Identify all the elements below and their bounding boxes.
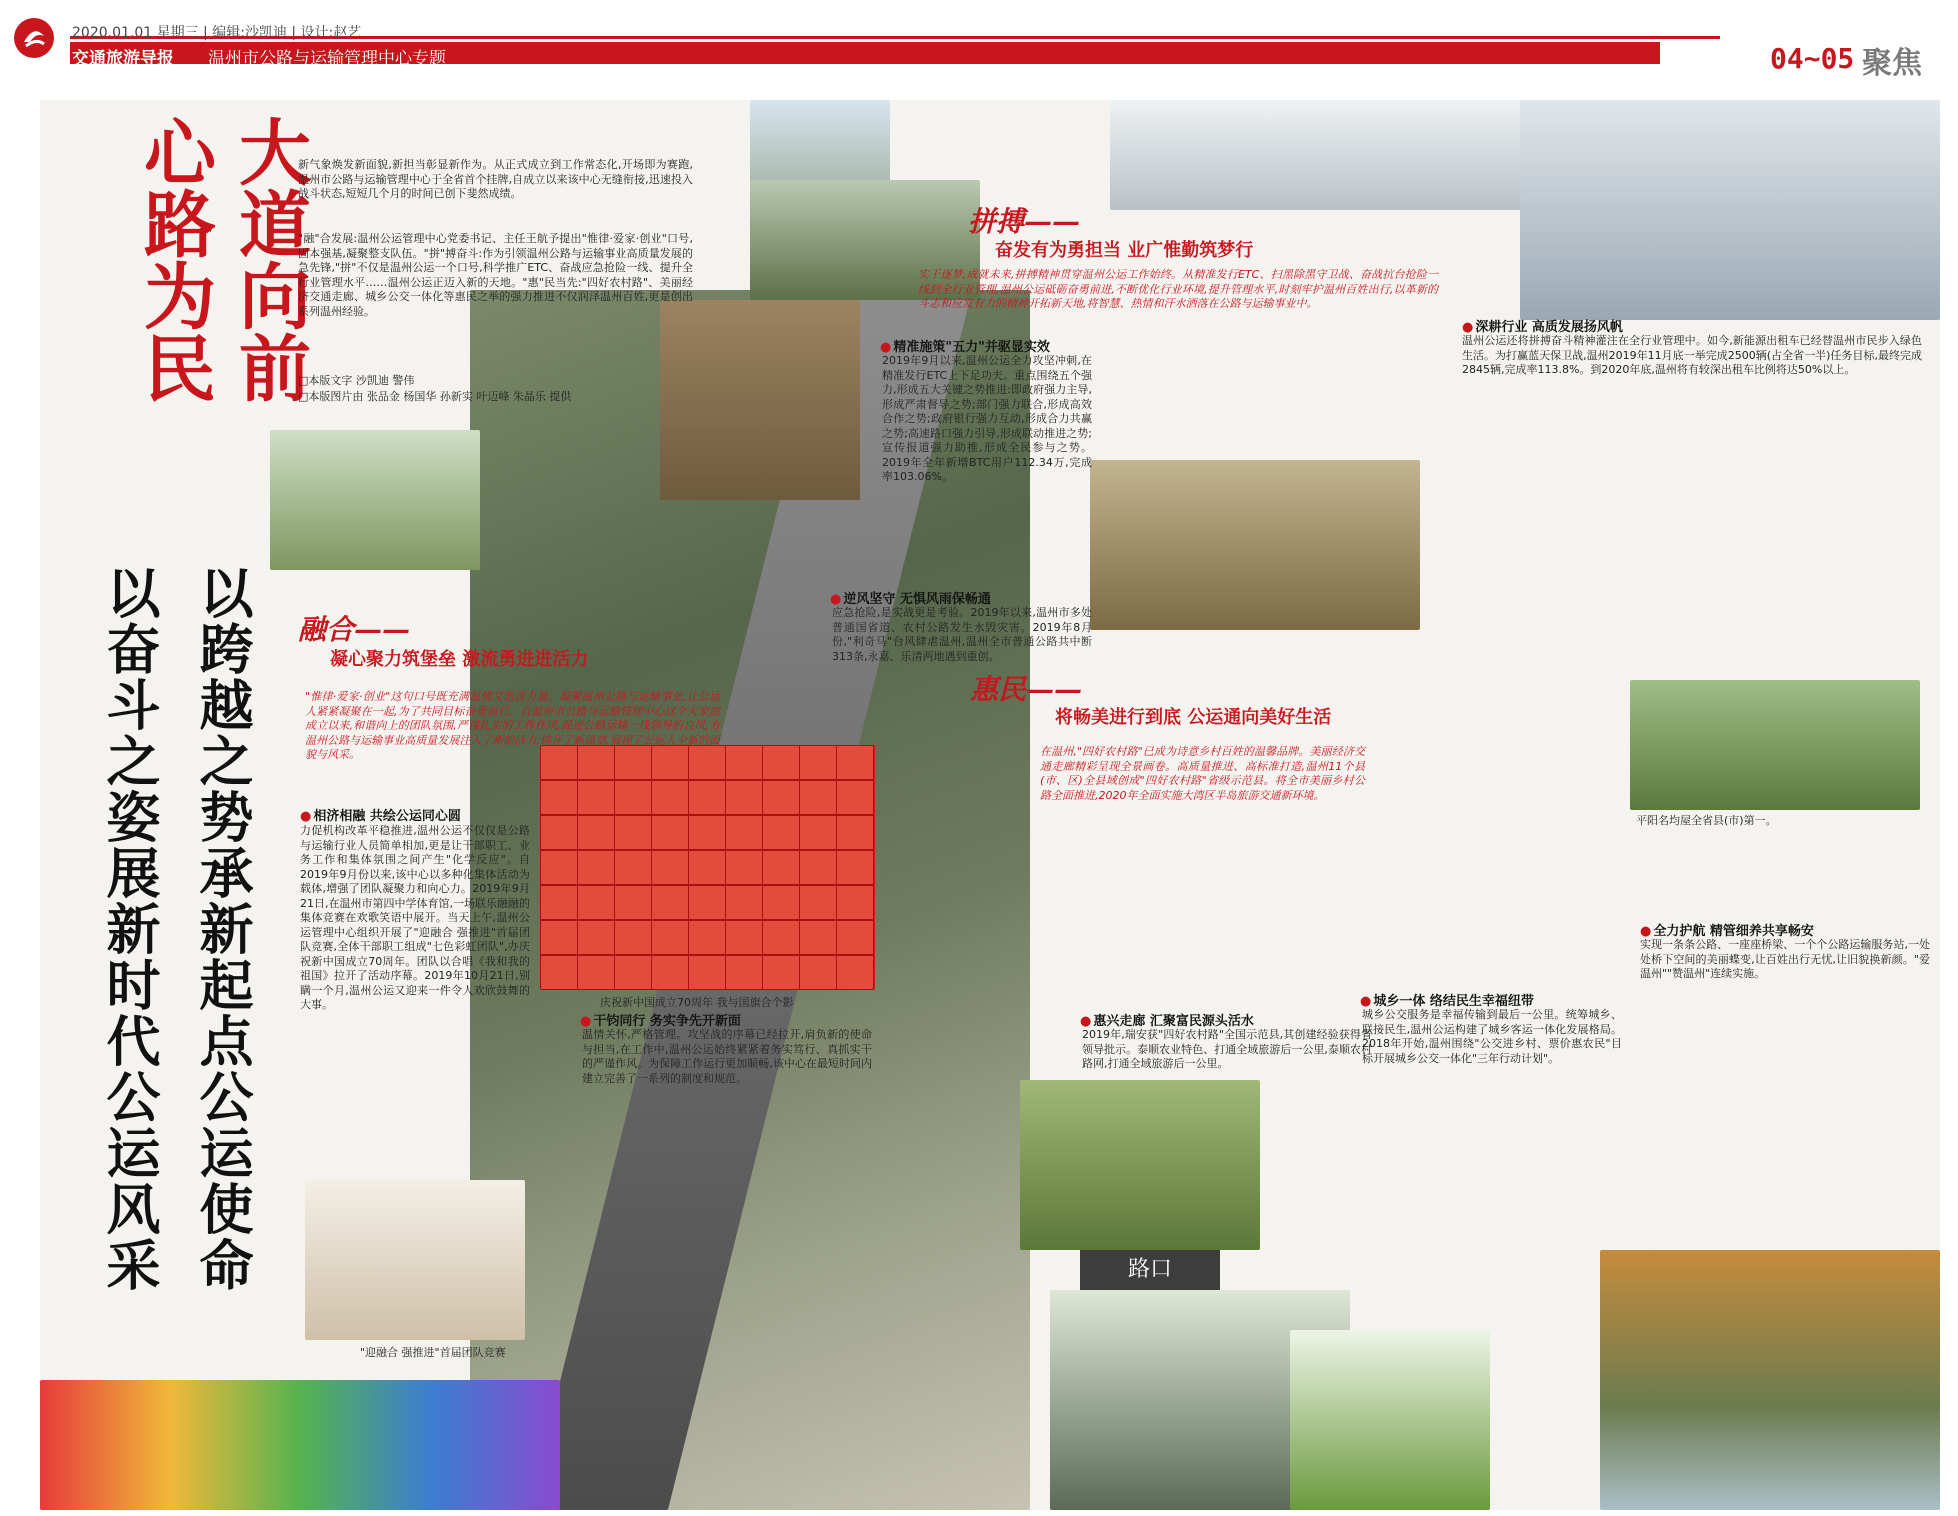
intro-paragraph-1: 新气象焕发新面貌,新担当彰显新作为。从正式成立到工作常态化,开场即为赛跑,温州市公路与运输管理中心于全省首个挂牌,自成立以来该中心无缝衔接,迅速投入战斗状态,短短几个月的时间已创下斐然成绩。 bbox=[298, 158, 693, 200]
flag-selfie-tile bbox=[651, 885, 689, 920]
electric-cars-photo bbox=[1110, 100, 1530, 210]
special-topic: 温州市公路与运输管理中心专题 bbox=[208, 49, 446, 69]
flag-selfie-tile bbox=[688, 850, 726, 885]
flag-selfie-tile bbox=[540, 955, 578, 990]
flag-selfie-tile bbox=[651, 955, 689, 990]
headline-line1: 心路为民 bbox=[132, 115, 217, 403]
strive-text-3: 温州公运还将拼搏奋斗精神灌注在全行业管理中。如今,新能源出租车已经替温州市民步入绿色生活。为打赢蓝天保卫战,温州2019年11月底一举完成2500辆(占全省一半)任务目标,最终完成2845辆,完成率113.8%。到2020年底,温州将有较深出租车比例将达50%以上。 bbox=[1462, 334, 1922, 376]
benefit-text-1: 温情关怀,严格管理。攻坚战的序幕已经拉开,肩负新的使命与担当,在工作中,温州公运始终紧紧着务实笃行、真抓实干的严谨作风。为保障工作运行更加顺畅,该中心在最短时间内建立完善了一系列的制度和规范。 bbox=[582, 1028, 872, 1085]
flag-selfie-tile bbox=[651, 815, 689, 850]
flag-selfie-tile bbox=[577, 885, 615, 920]
benefit-lead: 在温州,"四好农村路"已成为诗意乡村百姓的温馨品牌。美丽经济交通走廊精彩呈现全景画卷。高质量推进、高标准打造,温州11个县(市、区)全县域创成"四好农村路"省级示范县。将全市美丽乡村公路全面推进,2020年全面实施大湾区半岛旅游交通新环境。 bbox=[1040, 745, 1365, 802]
flag-selfie-tile bbox=[799, 780, 837, 815]
flag-selfie-tile bbox=[688, 920, 726, 955]
fusion-tagline: 凝心聚力筑堡垒 激流勇进进活力 bbox=[330, 649, 589, 670]
flag-selfie-tile bbox=[688, 885, 726, 920]
benefit-heading-4: ● 全力护航 精管细养共享畅安 bbox=[1640, 920, 1814, 939]
page-header bbox=[0, 0, 1958, 81]
river-valley-photo bbox=[1600, 1250, 1940, 1510]
flag-selfie-tile bbox=[577, 920, 615, 955]
flag-selfie-tile bbox=[614, 955, 652, 990]
fusion-heading-1: ● 相济相融 共绘公运同心圆 bbox=[300, 805, 461, 824]
strive-heading-2: ● 逆风坚守 无惧风雨保畅通 bbox=[830, 588, 991, 607]
flag-selfie-tile bbox=[799, 745, 837, 780]
flag-selfie-tile bbox=[762, 955, 800, 990]
flag-selfie-tile bbox=[725, 955, 763, 990]
flag-selfie-tile bbox=[725, 850, 763, 885]
flag-selfie-tile bbox=[762, 745, 800, 780]
flag-selfie-tile bbox=[577, 955, 615, 990]
fusion-text-1: 力促机构改革平稳推进,温州公运不仅仅是公路与运输行业人员简单相加,更是让干部职工、业务工作和集体氛围之间产生"化学反应"。自2019年9月份以来,该中心以多种化集体活动为载体,增强了团队凝聚力和向心力。2019年9月21日,在温州市第四中学体育馆,一场联乐融融的集体竞赛在欢歌笑语中展开。当天上午,温州公运管理中心组织开展了"迎融合 强推进"首届团队竞赛,全体干部职工组成"七色彩虹团队",办庆祝新中国成立70周年。团队以合唱《我和我的祖国》拉开了活动序幕。2019年10月21日,别瞒一个月,温州公运又迎来一件令人欢欣鼓舞的大事。 bbox=[300, 824, 530, 1011]
bridge-photo-caption: 平阳名均屋全省县(市)第一。 bbox=[1636, 814, 1777, 827]
text-credit: □本版文字 沙凯迪 警伟 bbox=[298, 374, 415, 387]
benefit-heading-1: ● 干钧同行 务实争先开新面 bbox=[580, 1010, 741, 1029]
flag-selfie-tile bbox=[614, 780, 652, 815]
benefit-heading-2: ● 惠兴走廊 汇聚富民源头活水 bbox=[1080, 1010, 1254, 1029]
flag-selfie-tile bbox=[688, 780, 726, 815]
flag-selfie-tile bbox=[836, 780, 874, 815]
strive-text-1: 2019年9月以来,温州公运全力攻坚冲刺,在精准发行ETC上下足功夫。重点围绕五个强力,形成五大关键之势推进:即政府强力主导,形成严肃督导之势;部门强力联合,形成高效合作之势;政府银行强力互动,形成合力共赢之势;高速路口强力引导,形成联动推进之势;宣传报道强力助推,形成全民参与之势。2019年全年新增BTC用户112.34万,完成率103.06%。 bbox=[882, 354, 1092, 483]
flag-selfie-tile bbox=[725, 780, 763, 815]
flag-selfie-tile bbox=[725, 885, 763, 920]
dateline: 2020.01.01 星期三 | 编辑:沙凯迪 | 设计:赵艺 bbox=[72, 25, 362, 41]
flag-selfie-tile bbox=[651, 780, 689, 815]
strive-heading-3: ● 深耕行业 高质发展扬风帆 bbox=[1462, 316, 1623, 335]
flag-selfie-tile bbox=[799, 850, 837, 885]
flag-selfie-tile bbox=[725, 920, 763, 955]
flag-selfie-tile bbox=[577, 815, 615, 850]
flag-selfie-tile bbox=[614, 850, 652, 885]
flag-selfie-tile bbox=[836, 815, 874, 850]
fusion-tag: 融合—— bbox=[298, 613, 411, 646]
flag-selfie-tile bbox=[799, 815, 837, 850]
team-contest-photo bbox=[305, 1180, 525, 1340]
flag-selfie-tile bbox=[577, 780, 615, 815]
flag-selfie-tile bbox=[651, 920, 689, 955]
flag-selfie-tile bbox=[799, 885, 837, 920]
benefit-text-2: 2019年,瑞安获"四好农村路"全国示范县,其创建经验获得省领导批示。泰顺农业特色、打通全域旅游后一公里,泰顺农村路网,打通全域旅游后一公里。 bbox=[1082, 1028, 1372, 1070]
bridge-aerial-photo bbox=[1630, 680, 1920, 810]
flag-selfie-tile bbox=[836, 955, 874, 990]
flag-selfie-tile bbox=[540, 780, 578, 815]
flag-selfie-tile bbox=[836, 850, 874, 885]
flag-selfie-tile bbox=[688, 815, 726, 850]
green-bus-photo bbox=[1290, 1330, 1490, 1510]
flag-selfie-tile bbox=[651, 850, 689, 885]
flag-selfie-tile bbox=[762, 850, 800, 885]
flag-selfie-tile bbox=[577, 850, 615, 885]
benefit-heading-3: ● 城乡一体 络结民生幸福纽带 bbox=[1360, 990, 1534, 1009]
benefit-tag: 惠民—— bbox=[970, 673, 1083, 706]
flag-selfie-tile bbox=[762, 815, 800, 850]
section-label: 聚焦 bbox=[1862, 46, 1922, 81]
newspaper-brand: 交通旅游导报 bbox=[72, 49, 174, 69]
flag-selfie-tile bbox=[762, 885, 800, 920]
flag-selfie-grid-photo bbox=[540, 745, 875, 990]
flag-selfie-tile bbox=[688, 955, 726, 990]
flag-selfie-tile bbox=[540, 920, 578, 955]
intro-paragraph-2: "融"合发展:温州公运管理中心党委书记、主任王航予提出"惟律·爱家·创业"口号,固本强基,凝聚整支队伍。"拼"搏奋斗:作为引领温州公路与运输事业高质量发展的急先锋,"拼"不仅是温州公运一个口号,科学推广ETC、奋战应急抢险一线、提升全行业管理水平……温州公运正迈入新的天地。"惠"民当先:"四好农村路"、美丽经济交通走廊、城乡公交一体化等惠民之举的强力推进不仅润泽温州百姓,更是创出系列温州经验。 bbox=[298, 232, 693, 318]
flag-selfie-tile bbox=[540, 815, 578, 850]
strive-tagline: 奋发有为勇担当 业广惟勤筑梦行 bbox=[995, 240, 1254, 261]
bus-stop-sign: 路口 bbox=[1080, 1250, 1220, 1290]
flag-selfie-tile bbox=[836, 920, 874, 955]
flag-selfie-tile bbox=[762, 920, 800, 955]
flag-selfie-tile bbox=[725, 815, 763, 850]
strive-tag: 拼搏—— bbox=[968, 205, 1081, 238]
flag-selfie-tile bbox=[762, 780, 800, 815]
rescue-workers-photo bbox=[660, 300, 860, 500]
flag-selfie-tile bbox=[614, 920, 652, 955]
metro-station-photo bbox=[1520, 100, 1940, 320]
subheadline-2: 以奋斗之姿展新时代公运风采 bbox=[98, 565, 162, 1293]
flag-selfie-tile bbox=[836, 745, 874, 780]
flag-photo-caption: 庆祝新中国成立70周年 我与国旗合个影 bbox=[600, 996, 794, 1009]
headline-line2: 大道向前 bbox=[227, 115, 312, 403]
road-rollers-photo bbox=[1090, 460, 1420, 630]
benefit-tagline: 将畅美进行到底 公运通向美好生活 bbox=[1055, 707, 1332, 728]
flag-selfie-tile bbox=[614, 815, 652, 850]
strive-lead: 实干逐梦,成就未来,拼搏精神贯穿温州公运工作始终。从精准发行ETC、扫黑除黑守卫战、奋战抗台抢险一线到全行业管理,温州公运砥砺奋勇前进,不断优化行业环境,提升管理水平,时刻牢护温州百姓出行,以革新的斗志和应发有力的精神开拓新天地,将智慧、热情和汗水洒落在公路与运输事业中。 bbox=[918, 268, 1438, 310]
flag-selfie-tile bbox=[725, 745, 763, 780]
fusion-lead: "惟律·爱家·创业"这句口号既充满温情又饱含力量。凝聚温州公路与运输事业,让公运人紧紧凝聚在一起,为了共同目标奋勇前行。自温州市公路与运输管理中心这个大家庭成立以来,和谐向上的团队氛围,严谨扎实的工作作风,促进公路运输一线领导的良风,方温州公路与运输事业高质量发展注入了新的活力,铸开了新篇章,展现了公运人全新的面貌与风采。 bbox=[305, 690, 720, 761]
benefit-text-3: 城乡公交服务是幸福传输到最后一公里。统筹城乡、联接民生,温州公运构建了城乡客运一体化发展格局。2018年开始,温州围绕"公交进乡村、票价惠农民"目标开展城乡公交一体化"三年行动计划"。 bbox=[1362, 1008, 1622, 1065]
green-hills-photo bbox=[1020, 1080, 1260, 1250]
benefit-text-4: 实现一条条公路、一座座桥梁、一个个公路运输服务站,一处处桥下空间的美丽蝶变,让百姓出行无忧,让旧貌换新颜。"爱温州""赞温州"连续实施。 bbox=[1640, 938, 1930, 980]
strive-text-2: 应急抢险,是实战更是考验。2019年以来,温州市多处普通国省道、农村公路发生水毁灾害。2019年8月份,"利奇马"台风肆虐温州,温州全市普通公路共中断313条,永嘉、乐清两地遇到重创。 bbox=[832, 606, 1092, 663]
flag-selfie-tile bbox=[799, 920, 837, 955]
photo-credit: □本版图片由 张品金 杨国华 孙新实 叶迈峰 朱晶乐 提供 bbox=[298, 390, 572, 403]
strive-heading-1: ● 精准施策"五力"并驱显实效 bbox=[880, 336, 1050, 355]
subheadline-1: 以跨越之势承新起点公运使命 bbox=[191, 565, 255, 1293]
flag-selfie-tile bbox=[836, 885, 874, 920]
page-number: 04~05 bbox=[1770, 42, 1855, 75]
flag-selfie-tile bbox=[799, 955, 837, 990]
flag-selfie-tile bbox=[540, 885, 578, 920]
flag-selfie-tile bbox=[614, 885, 652, 920]
newspaper-logo-icon bbox=[14, 18, 54, 58]
flag-selfie-tile bbox=[540, 850, 578, 885]
contest-photo-caption: "迎融合 强推进"首届团队竞赛 bbox=[360, 1346, 506, 1359]
